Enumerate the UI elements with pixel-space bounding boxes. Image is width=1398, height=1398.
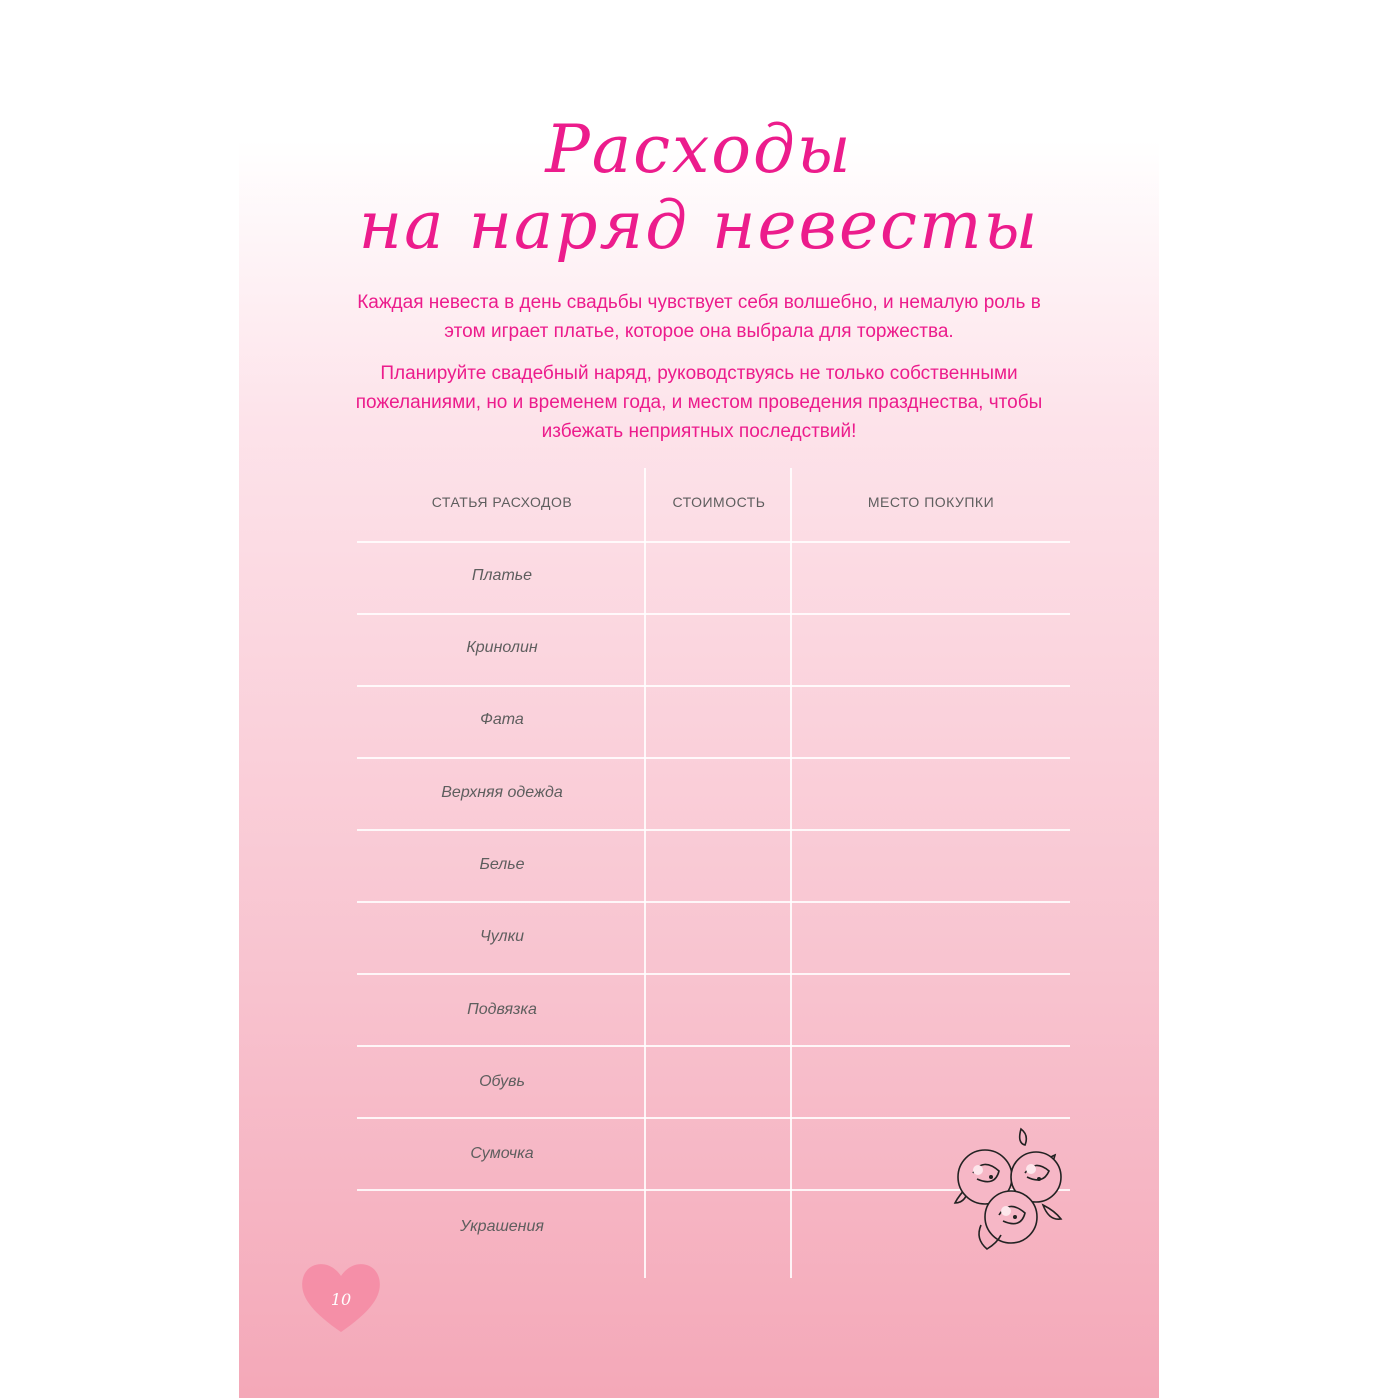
row-divider xyxy=(357,1117,1070,1119)
row-label-outerwear: Верхняя одежда xyxy=(441,784,563,801)
row-divider xyxy=(357,1045,1070,1047)
row-label-lingerie: Белье xyxy=(479,856,525,873)
row-label-jewelry: Украшения xyxy=(460,1218,544,1235)
row-label-shoes: Обувь xyxy=(479,1073,525,1090)
row-label-crinoline: Кринолин xyxy=(466,639,538,656)
row-label-stockings: Чулки xyxy=(479,928,525,945)
row-divider xyxy=(357,613,1070,615)
title-line-1: Расходы xyxy=(545,111,853,188)
row-label-handbag: Сумочка xyxy=(470,1145,534,1162)
row-label-dress: Платье xyxy=(471,567,533,584)
header-cost: СТОИМОСТЬ xyxy=(672,494,766,510)
header-purchase-place: МЕСТО ПОКУПКИ xyxy=(867,494,995,510)
row-divider xyxy=(357,685,1070,687)
intro-paragraph-1: Каждая невеста в день свадьбы чувствует себя волшебно, и немалую роль в этом играет платье, которое она выбрала для торжества. xyxy=(357,292,1041,342)
row-divider xyxy=(357,829,1070,831)
row-divider xyxy=(357,901,1070,903)
roses-bouquet-icon xyxy=(951,1125,1071,1255)
row-divider xyxy=(357,757,1070,759)
row-divider xyxy=(357,973,1070,975)
row-label-garter: Подвязка xyxy=(467,1001,537,1018)
intro-paragraph-2: Планируйте свадебный наряд, руководствуясь не только собственными пожеланиями, но и временем года, и местом проведения празднества, чтобы избежать неприятных последствий! xyxy=(355,363,1043,442)
row-label-veil: Фата xyxy=(480,711,524,728)
row-divider xyxy=(357,541,1070,543)
title-line-2: на наряд невесты xyxy=(358,187,1040,264)
header-expense-item: СТАТЬЯ РАСХОДОВ xyxy=(431,494,573,510)
page-number: 10 xyxy=(330,1290,352,1309)
planner-page xyxy=(239,0,1159,1398)
column-divider-2 xyxy=(790,468,792,1278)
